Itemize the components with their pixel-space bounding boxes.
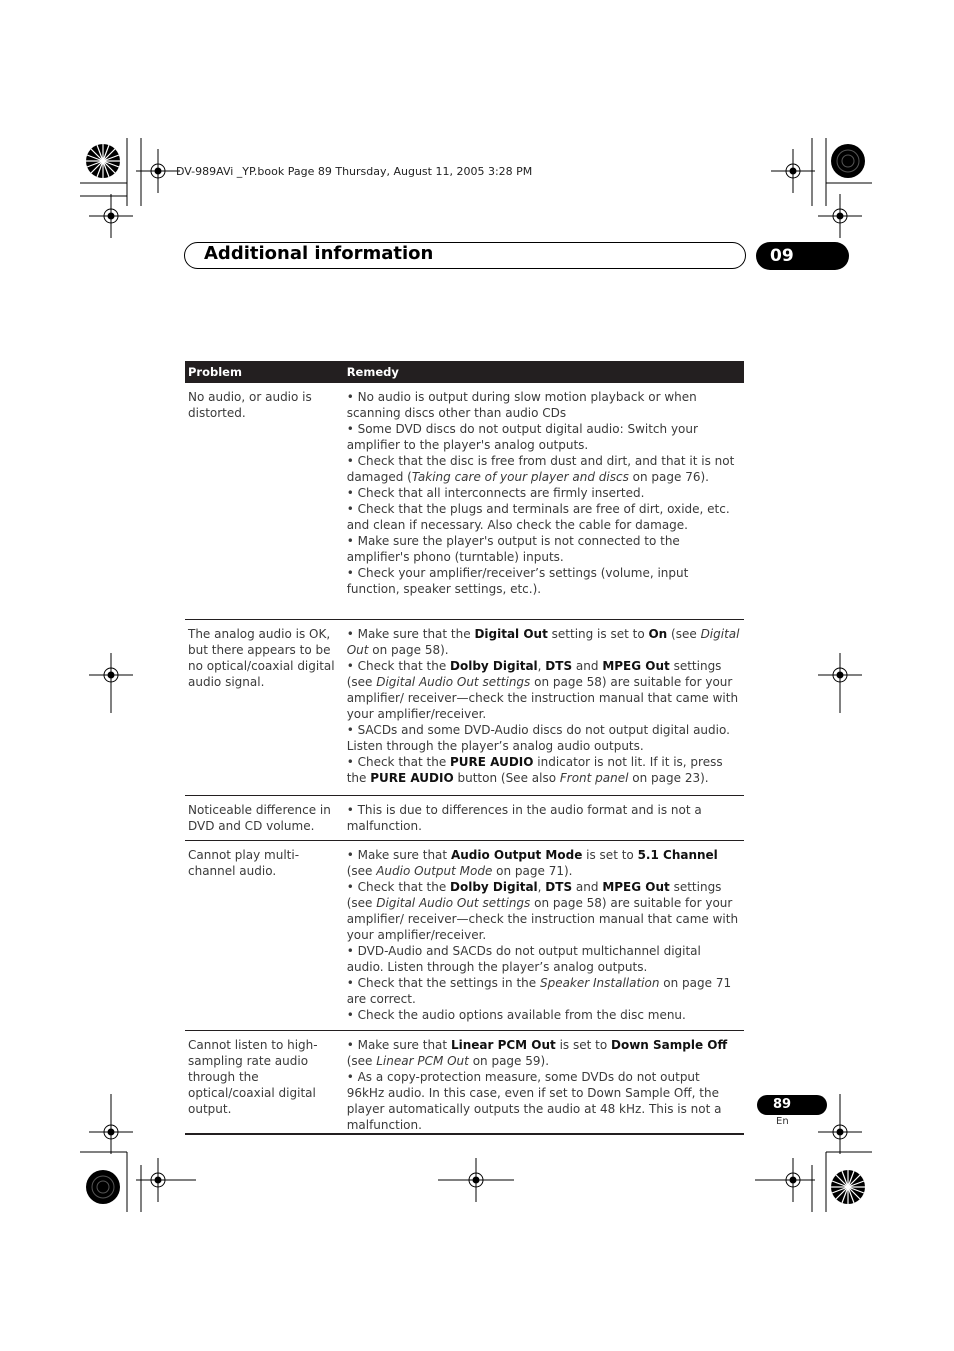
remedy-text: on page 71 are correct. <box>346 976 732 1006</box>
setting-name: Dolby Digital <box>450 880 538 894</box>
remedy-text: • Some DVD discs do not output digital audio: Switch your amplifier to the player's analog outputs. <box>346 422 698 452</box>
setting-name: 5.1 Channel <box>637 848 718 862</box>
remedy-item <box>347 658 741 722</box>
setting-name: DTS <box>545 659 573 673</box>
remedy-text: • Check that all interconnects are firmly inserted. <box>346 486 645 500</box>
remedy-text: is set to <box>555 1038 612 1052</box>
remedy-text: • Make sure that <box>346 1038 451 1052</box>
remedy-item <box>347 626 741 658</box>
crosshair-icon <box>89 653 133 713</box>
remedy-text: • Make sure that <box>346 848 451 862</box>
remedy-text: • No audio is output during slow motion playback or when scanning discs other than audio CDs <box>346 390 697 420</box>
remedy-text: • Check that the <box>346 755 451 769</box>
cross-reference: Digital Out <box>346 627 740 657</box>
crosshair-icon <box>818 653 862 713</box>
remedy-item <box>347 754 741 786</box>
remedy-text: setting is set to <box>547 627 649 641</box>
crosshair-icon <box>136 149 180 193</box>
table-row <box>185 1031 744 1135</box>
remedy-cell <box>344 383 744 620</box>
remedy-text: on page 58). <box>368 643 449 657</box>
setting-name: On <box>648 627 668 641</box>
remedy-text: • Check that the settings in the <box>346 976 540 990</box>
setting-name: Down Sample Off <box>611 1038 728 1052</box>
remedy-text: indicator is not lit. If it is, press the <box>346 755 723 785</box>
language-code: En <box>776 1116 789 1127</box>
troubleshooting-table <box>185 361 744 1135</box>
print-info: DV-989AVi _YP.book Page 89 Thursday, August 11, 2005 3:28 PM <box>176 165 533 178</box>
remedy-text: • Check that the <box>346 659 451 673</box>
remedy-text: and <box>572 659 603 673</box>
remedy-text: and <box>572 880 603 894</box>
table-row <box>185 620 744 796</box>
column-header-problem: Problem <box>185 361 344 383</box>
remedy-text: on page 76). <box>628 470 709 484</box>
remedy-text: , <box>537 659 546 673</box>
remedy-text: on page 59). <box>468 1054 550 1068</box>
remedy-text: • This is due to differences in the audio format and is not a malfunction. <box>346 803 702 833</box>
remedy-item <box>347 1007 741 1023</box>
setting-name: MPEG Out <box>602 659 670 673</box>
remedy-item <box>347 847 741 879</box>
remedy-text: , <box>537 880 546 894</box>
table-row <box>185 841 744 1031</box>
setting-name: PURE AUDIO <box>450 755 534 769</box>
remedy-item <box>347 1037 741 1069</box>
remedy-text: • As a copy-protection measure, some DVDs do not output 96kHz audio. In this case, even if set to Down Sample Off, the player automatically outputs the audio at 48 kHz. This is not a malfunction. <box>346 1070 722 1132</box>
remedy-cell <box>344 620 744 796</box>
crosshair-icon <box>755 1158 815 1202</box>
setting-name: Digital Out <box>474 627 548 641</box>
problem-cell: Cannot listen to high-sampling rate audio through the optical/coaxial digital output. <box>185 1031 344 1135</box>
remedy-text: • Make sure the player's output is not connected to the amplifier's phono (turntable) inputs. <box>346 534 680 564</box>
crosshair-icon <box>818 194 862 238</box>
problem-cell: The analog audio is OK, but there appears to be no optical/coaxial digital audio signal. <box>185 620 344 796</box>
setting-name: Audio Output Mode <box>450 848 583 862</box>
remedy-item <box>347 802 741 834</box>
cross-reference: Speaker Installation <box>539 976 660 990</box>
remedy-item <box>347 485 741 501</box>
starburst-icon <box>831 1170 865 1204</box>
remedy-text: on page 58) are suitable for your amplifier/ receiver—check the instruction manual that came with your amplifier/receiver. <box>346 675 739 721</box>
remedy-item <box>347 879 741 943</box>
cross-reference: Taking care of your player and discs <box>411 470 629 484</box>
cross-reference: Digital Audio Out settings <box>376 675 531 689</box>
cross-reference: Audio Output Mode <box>376 864 493 878</box>
remedy-item <box>347 565 741 597</box>
page-title: Additional information <box>204 243 434 264</box>
remedy-item <box>347 722 741 754</box>
cross-reference: Front panel <box>559 771 629 785</box>
remedy-text: • Check that the disc is free from dust and dirt, and that it is not damaged ( <box>346 454 735 484</box>
cross-reference: Digital Audio Out settings <box>376 896 531 910</box>
remedy-cell <box>344 841 744 1031</box>
starburst-icon <box>831 144 865 178</box>
remedy-text: • SACDs and some DVD-Audio discs do not output digital audio. Listen through the player’s analog audio outputs. <box>346 723 730 753</box>
remedy-item <box>347 389 741 421</box>
crosshair-icon <box>89 1094 133 1154</box>
remedy-text: button (See also <box>453 771 560 785</box>
remedy-item <box>347 1069 741 1133</box>
column-header-remedy: Remedy <box>344 361 744 383</box>
table-row <box>185 796 744 841</box>
setting-name: Linear PCM Out <box>450 1038 556 1052</box>
chapter-number: 09 <box>756 242 849 270</box>
crosshair-icon <box>438 1158 514 1202</box>
remedy-text: settings (see <box>346 659 722 689</box>
setting-name: DTS <box>545 880 573 894</box>
remedy-item <box>347 501 741 533</box>
page-number: 89 <box>757 1095 827 1115</box>
remedy-text: (see <box>346 1054 377 1068</box>
remedy-text: • Check your amplifier/receiver’s settings (volume, input function, speaker settings, etc.). <box>346 566 689 596</box>
remedy-text: (see <box>667 627 701 641</box>
crosshair-icon <box>136 1158 196 1202</box>
remedy-text: is set to <box>582 848 638 862</box>
problem-cell: Noticeable difference in DVD and CD volume. <box>185 796 344 841</box>
cross-reference: Linear PCM Out <box>376 1054 469 1068</box>
table-header-row <box>185 361 744 383</box>
table-row <box>185 383 744 620</box>
starburst-icon <box>86 144 120 178</box>
remedy-text: • Check the audio options available from the disc menu. <box>346 1008 686 1022</box>
remedy-text: • DVD-Audio and SACDs do not output multichannel digital audio. Listen through the player’s analog outputs. <box>346 944 701 974</box>
problem-cell: No audio, or audio is distorted. <box>185 383 344 620</box>
remedy-text: on page 71). <box>492 864 573 878</box>
problem-cell: Cannot play multi-channel audio. <box>185 841 344 1031</box>
remedy-text: • Check that the plugs and terminals are free of dirt, oxide, etc. and clean if necessary. Also check the cable for damage. <box>346 502 730 532</box>
setting-name: MPEG Out <box>602 880 670 894</box>
crosshair-icon <box>771 149 815 193</box>
remedy-text: • Make sure that the <box>346 627 475 641</box>
remedy-item <box>347 421 741 453</box>
remedy-cell <box>344 1031 744 1135</box>
remedy-text: on page 23). <box>628 771 709 785</box>
remedy-text: (see <box>346 864 377 878</box>
remedy-item <box>347 975 741 1007</box>
starburst-icon <box>86 1170 120 1204</box>
crosshair-icon <box>89 194 133 238</box>
remedy-item <box>347 533 741 565</box>
setting-name: PURE AUDIO <box>370 771 454 785</box>
remedy-text: on page 58) are suitable for your amplifier/ receiver—check the instruction manual that came with your amplifier/receiver. <box>346 896 739 942</box>
remedy-cell <box>344 796 744 841</box>
remedy-text: settings (see <box>346 880 722 910</box>
remedy-text: • Check that the <box>346 880 451 894</box>
remedy-item <box>347 943 741 975</box>
remedy-item <box>347 453 741 485</box>
setting-name: Dolby Digital <box>450 659 538 673</box>
